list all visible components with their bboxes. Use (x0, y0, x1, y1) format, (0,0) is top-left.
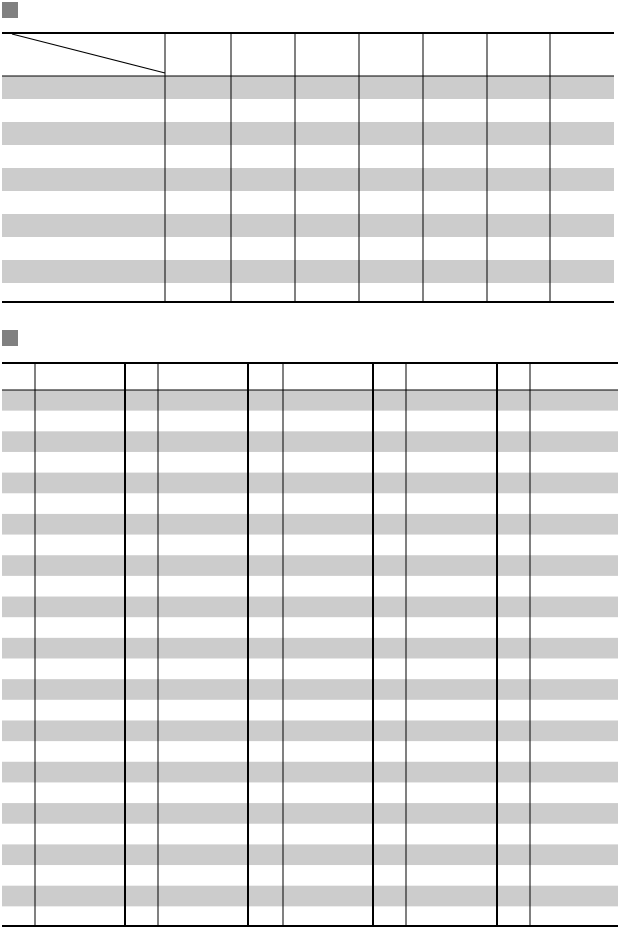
table-2-row-stripe (2, 803, 618, 824)
table-2-row-stripe (2, 390, 618, 411)
table-2-row-stripe (2, 762, 618, 783)
table-2-row-stripe (2, 514, 618, 535)
table-2-row-stripe (2, 720, 618, 741)
table-2-row-stripe (2, 638, 618, 659)
table-2-row-stripe (2, 844, 618, 865)
table-2-row-stripe (2, 473, 618, 494)
table-2-row-stripe (2, 597, 618, 618)
table-2-row-stripe (2, 886, 618, 907)
table-2-row-stripe (2, 431, 618, 452)
table-2-row-stripe (2, 555, 618, 576)
table-2-row-stripe (2, 679, 618, 700)
